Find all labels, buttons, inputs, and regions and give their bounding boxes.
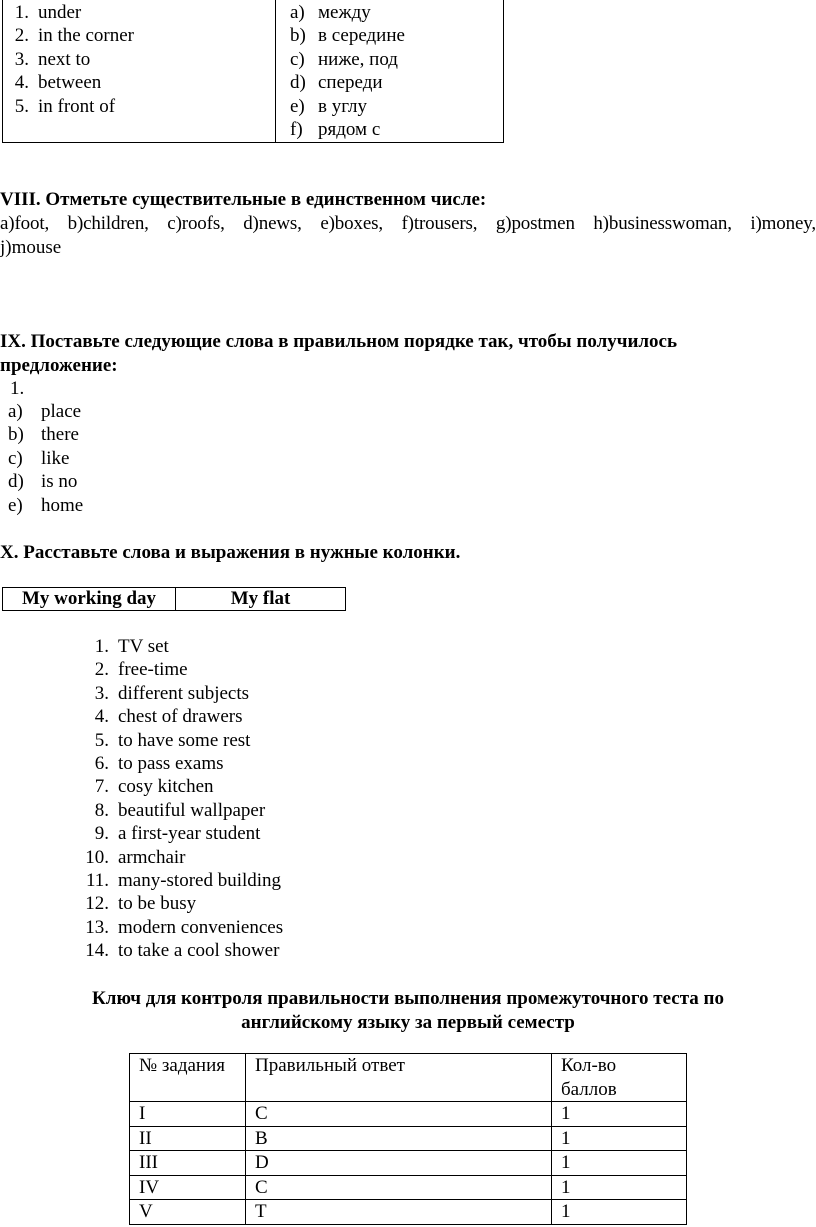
- list-item: 2. free-time: [94, 659, 188, 681]
- columns-table: [2, 587, 346, 611]
- section-9-number: 1.: [10, 378, 25, 399]
- list-item: d) is no: [8, 471, 78, 493]
- table-row: I C 1: [130, 1102, 687, 1127]
- section-10-items: [83, 635, 283, 963]
- list-item: 1. TV set: [94, 636, 169, 657]
- list-item: 3. next to: [14, 48, 91, 70]
- section-10-heading: X. Расставьте слова и выражения в нужные колонки.: [0, 542, 461, 563]
- list-item: 6. to pass exams: [94, 753, 224, 775]
- section-9-heading: IX. Поставьте следующие слова в правильном порядке так, чтобы получилось: [0, 331, 678, 352]
- list-item: 5. to have some rest: [94, 729, 251, 751]
- section-8-options: a)foot, b)children, c)roofs, d)news, e)boxes, f)trousers, g)postmen h)businesswoman, i)money,: [0, 213, 816, 234]
- list-item: b) there: [8, 424, 79, 446]
- list-item: b) в середине: [290, 25, 405, 47]
- list-item: f) рядом с: [290, 119, 381, 141]
- key-title: Ключ для контроля правильности выполнения промежуточного теста по: [92, 988, 724, 1009]
- column-my-working-day: My working day: [3, 588, 176, 611]
- list-item: 3. different subjects: [94, 682, 250, 704]
- list-item: 4. between: [14, 72, 102, 94]
- list-item: 7. cosy kitchen: [94, 776, 214, 798]
- header-task-number: № задания: [130, 1054, 246, 1102]
- list-item: 11. many-stored building: [85, 870, 282, 892]
- list-item: d) спереди: [290, 72, 383, 94]
- section-8-heading: VIII. Отметьте существительные в единственном числе:: [0, 189, 487, 210]
- section-9-heading-continued: предложение:: [0, 355, 118, 376]
- list-item: e) в углу: [290, 95, 368, 117]
- list-item: 4. chest of drawers: [94, 706, 243, 728]
- section-8-options-continued: j)mouse: [0, 237, 62, 258]
- list-item: 14. to take a cool shower: [85, 940, 280, 962]
- list-item: 9. a first-year student: [94, 823, 261, 845]
- list-item: c) ниже, под: [290, 48, 398, 70]
- list-item: a) между: [290, 2, 371, 23]
- matching-right-cell: [276, 0, 504, 143]
- list-item: 13. modern conveniences: [85, 916, 284, 938]
- header-points: Кол-во баллов: [552, 1054, 687, 1102]
- list-item: a) place: [8, 401, 82, 422]
- table-row: II B 1: [130, 1126, 687, 1151]
- table-row: III D 1: [130, 1151, 687, 1176]
- list-item: c) like: [8, 447, 70, 469]
- column-my-flat: My flat: [176, 588, 346, 611]
- table-row: V T 1: [130, 1200, 687, 1225]
- list-item: 5. in front of: [14, 95, 116, 117]
- list-item: 1. under: [14, 2, 82, 23]
- list-item: 8. beautiful wallpaper: [94, 799, 266, 821]
- table-row: IV C 1: [130, 1175, 687, 1200]
- matching-table: [2, 0, 504, 143]
- list-item: 2. in the corner: [14, 25, 135, 47]
- table-header-row: [130, 1054, 687, 1102]
- answer-key-table: [129, 1053, 687, 1225]
- list-item: 12. to be busy: [85, 893, 197, 915]
- key-title-continued: английскому языку за первый семестр: [241, 1012, 575, 1033]
- list-item: e) home: [8, 494, 84, 516]
- header-correct-answer: Правильный ответ: [246, 1054, 552, 1102]
- section-9-word-list: [8, 400, 83, 517]
- list-item: 10. armchair: [85, 846, 186, 868]
- matching-left-cell: [3, 0, 276, 143]
